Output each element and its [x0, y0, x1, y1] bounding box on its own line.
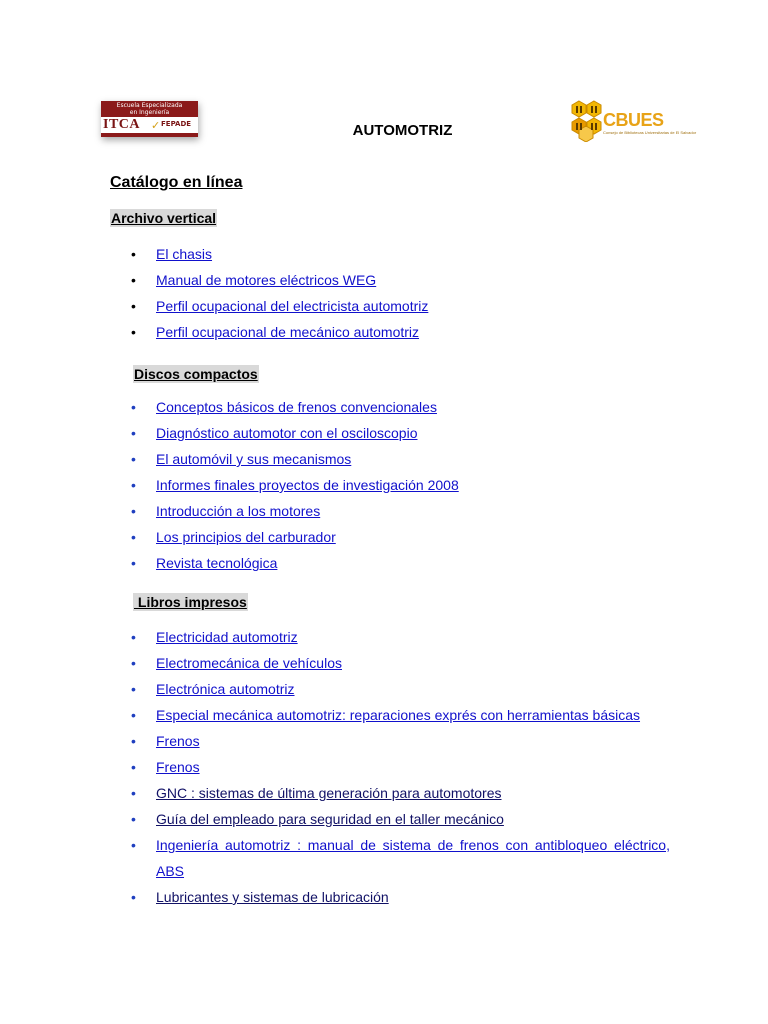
- bullet-icon: •: [131, 529, 136, 545]
- list-item: [110, 267, 670, 293]
- archivo-vertical-list: [110, 241, 670, 345]
- cbues-subtitle: Consejo de Bibliotecas Universitarias de El Salvador: [603, 130, 697, 135]
- list-item: [110, 650, 670, 676]
- catalog-link[interactable]: Frenos: [156, 759, 200, 775]
- cbues-logo: [570, 100, 697, 142]
- catalog-link[interactable]: Informes finales proyectos de investigación 2008: [156, 477, 459, 493]
- list-item: [110, 702, 670, 728]
- section-discos-compactos: [133, 365, 259, 384]
- catalog-link[interactable]: Especial mecánica automotriz: reparaciones exprés con herramientas básicas: [156, 707, 641, 723]
- logo-itca-text: ITCA: [103, 117, 141, 132]
- catalog-link[interactable]: Revista tecnológica: [156, 555, 278, 571]
- list-item: [110, 446, 670, 472]
- bullet-icon: •: [131, 399, 136, 415]
- bullet-icon: •: [131, 246, 136, 262]
- bullet-icon: •: [131, 555, 136, 571]
- list-item: [110, 420, 670, 446]
- catalog-link[interactable]: Conceptos básicos de frenos convencionales: [156, 399, 437, 415]
- list-item: [110, 241, 670, 267]
- section-heading: Libros impresos: [134, 594, 247, 610]
- bullet-icon: •: [131, 811, 136, 827]
- logo-v-icon: ✓: [151, 120, 161, 132]
- bullet-icon: •: [131, 759, 136, 775]
- list-item: [110, 624, 670, 650]
- catalog-link[interactable]: Manual de motores eléctricos WEG: [156, 272, 377, 288]
- catalog-link[interactable]: El chasis: [156, 246, 213, 262]
- list-item: [110, 472, 670, 498]
- bullet-icon: •: [131, 503, 136, 519]
- honeycomb-icon: [570, 100, 604, 142]
- section-heading: Archivo vertical: [111, 210, 217, 226]
- list-item: [110, 676, 670, 702]
- logo-line-1: Escuela Especializada: [116, 102, 183, 109]
- catalog-link[interactable]: GNC : sistemas de última generación para automotores: [156, 785, 502, 801]
- logo-wordmark-band: [101, 117, 198, 133]
- list-item: [110, 728, 670, 754]
- catalog-link[interactable]: Perfil ocupacional del electricista automotriz: [156, 298, 429, 314]
- section-archivo-vertical: [110, 209, 217, 228]
- bullet-icon: •: [131, 272, 136, 288]
- page-title: AUTOMOTRIZ: [352, 122, 453, 139]
- catalog-link[interactable]: Electromecánica de vehículos: [156, 655, 342, 671]
- catalog-link[interactable]: Ingeniería automotriz : manual de sistema de frenos con antibloqueo eléctrico, ABS: [156, 837, 670, 879]
- cbues-wordmark: CBUES: [603, 110, 664, 130]
- bullet-icon: •: [131, 324, 136, 340]
- libros-impresos-list: [110, 624, 670, 910]
- bullet-icon: •: [131, 425, 136, 441]
- logo-line-2: en Ingeniería: [129, 109, 170, 116]
- list-item: [110, 524, 670, 550]
- catalog-link[interactable]: Perfil ocupacional de mecánico automotriz: [156, 324, 420, 340]
- catalog-link[interactable]: El automóvil y sus mecanismos: [156, 451, 352, 467]
- catalog-content: [110, 172, 670, 905]
- catalog-link[interactable]: Lubricantes y sistemas de lubricación: [156, 889, 389, 905]
- bullet-icon: •: [131, 451, 136, 467]
- list-item: [110, 498, 670, 524]
- catalog-link[interactable]: Los principios del carburador: [156, 529, 336, 545]
- bullet-icon: •: [131, 629, 136, 645]
- bullet-icon: •: [131, 785, 136, 801]
- catalog-heading: Catálogo en línea: [110, 174, 243, 191]
- catalog-link[interactable]: Frenos: [156, 733, 200, 749]
- bullet-icon: •: [131, 889, 136, 905]
- document-header: [0, 0, 768, 160]
- list-item: [110, 550, 670, 576]
- itca-fepade-logo: [101, 101, 198, 137]
- section-libros-impresos: [133, 593, 248, 612]
- catalog-link[interactable]: Diagnóstico automotor con el osciloscopio: [156, 425, 418, 441]
- bullet-icon: •: [131, 837, 136, 853]
- catalog-link[interactable]: Electrónica automotriz: [156, 681, 295, 697]
- list-item: [110, 832, 670, 884]
- catalog-link[interactable]: Electricidad automotriz: [156, 629, 298, 645]
- list-item: [110, 754, 670, 780]
- list-item: [110, 884, 670, 910]
- bullet-icon: •: [131, 707, 136, 723]
- bullet-icon: •: [131, 733, 136, 749]
- list-item: [110, 319, 670, 345]
- list-item: [110, 806, 670, 832]
- bullet-icon: •: [131, 655, 136, 671]
- list-item: [110, 394, 670, 420]
- catalog-link[interactable]: Introducción a los motores: [156, 503, 321, 519]
- list-item: [110, 780, 670, 806]
- list-item: [110, 293, 670, 319]
- bullet-icon: •: [131, 681, 136, 697]
- section-heading: Discos compactos: [134, 366, 258, 382]
- catalog-link[interactable]: Guía del empleado para seguridad en el taller mecánico: [156, 811, 504, 827]
- logo-fepade-text: FEPADE: [161, 120, 192, 128]
- logo-bottom-band: [101, 133, 198, 137]
- bullet-icon: •: [131, 477, 136, 493]
- logo-school-name: [101, 101, 198, 117]
- bullet-icon: •: [131, 298, 136, 314]
- discos-compactos-list: [110, 394, 670, 576]
